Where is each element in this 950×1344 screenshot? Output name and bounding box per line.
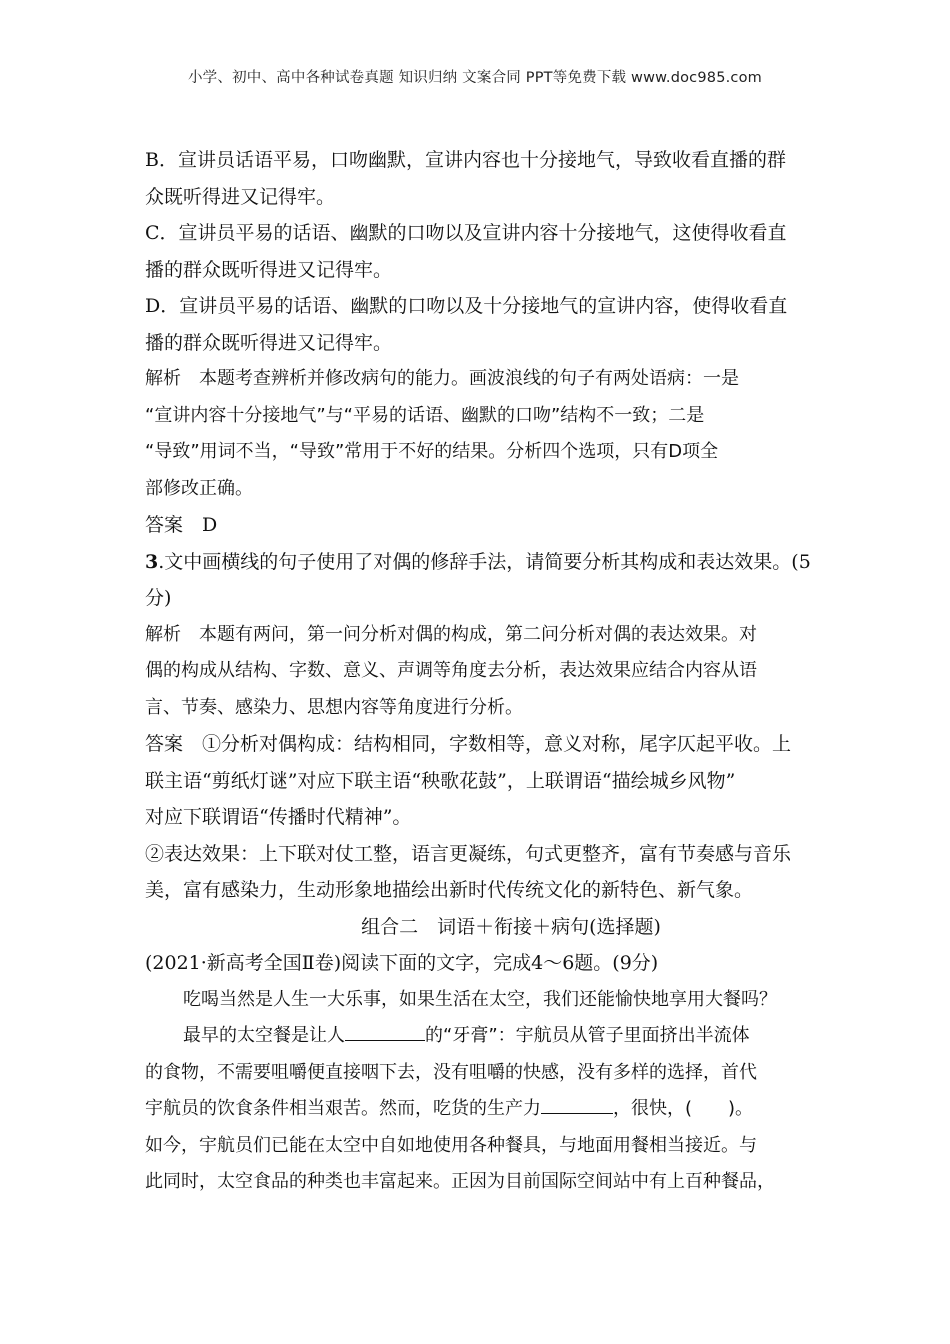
option-b-line-2: 众既听得进又记得牢。	[145, 185, 336, 208]
passage-line-6: 此同时，太空食品的种类也丰富起来。正因为目前国际空间站中有上百种餐品，	[145, 1171, 775, 1192]
q3-question-line-2: 分)	[145, 587, 172, 609]
passage-line-2-start: 最早的太空餐是让人	[183, 1025, 345, 1046]
q3-question-text: .文中画横线的句子使用了对偶的修辞手法，请简要分析其构成和表达效果。(5	[158, 550, 811, 573]
document-body	[145, 142, 817, 1201]
option-b-line-1: B．宣讲员话语平易，口吻幽默，宣讲内容也十分接地气，导致收看直播的群	[145, 149, 786, 171]
q3-number: 3	[145, 550, 159, 573]
passage-line-2	[145, 1018, 817, 1055]
passage-line-4-end: ，很快，( )。	[613, 1098, 754, 1119]
page-header-watermark: 小学、初中、高中各种试卷真题 知识归纳 文案合同 PPT等免费下载 www.doc985.com	[187, 70, 763, 86]
q3-analysis-line-3: 言、节奏、感染力、思想内容等角度进行分析。	[145, 696, 523, 718]
q2-analysis-line-3: “导致”用词不当，“导致”常用于不好的结果。分析四个选项，只有D项全	[145, 441, 719, 462]
q3-answer-line-2: 联主语“剪纸灯谜”对应下联主语“秧歌花鼓”，上联谓语“描绘城乡风物”	[145, 769, 736, 792]
q2-analysis-line-1: 解析 本题考查辨析并修改病句的能力。画波浪线的句子有两处语病：一是	[145, 368, 739, 389]
passage-line-5: 如今，宇航员们已能在太空中自如地使用各种餐具，与地面用餐相当接近。与	[145, 1134, 757, 1156]
option-c-line-2: 播的群众既听得进又记得牢。	[145, 258, 393, 281]
q3-answer-line-1: 答案 ①分析对偶构成：结构相同，字数相等，意义对称，尾字仄起平收。上	[145, 733, 792, 755]
q3-question-line-1	[145, 544, 817, 581]
q2-answer: 答案 D	[145, 514, 218, 536]
q3-analysis-line-1: 解析 本题有两问，第一问分析对偶的构成，第二问分析对偶的表达效果。对	[145, 623, 757, 645]
fill-blank-1	[345, 1020, 425, 1041]
q3-analysis-line-2: 偶的构成从结构、字数、意义、声调等角度去分析，表达效果应结合内容从语	[145, 660, 757, 681]
group2-title: 组合二 词语＋衔接＋病句(选择题)	[361, 915, 661, 938]
group2-source: (2021·新高考全国Ⅱ卷)阅读下面的文字，完成4～6题。(9分)	[145, 952, 659, 974]
option-d-line-2: 播的群众既听得进又记得牢。	[145, 331, 393, 354]
passage-line-4	[145, 1091, 817, 1128]
q3-answer-line-4: ②表达效果：上下联对仗工整，语言更凝练，句式更整齐，富有节奏感与音乐	[145, 842, 792, 865]
option-d-line-1: D．宣讲员平易的话语、幽默的口吻以及十分接地气的宣讲内容，使得收看直	[145, 295, 788, 317]
q2-analysis-line-4: 部修改正确。	[145, 477, 253, 499]
q3-answer-line-3: 对应下联谓语“传播时代精神”。	[145, 806, 412, 828]
fill-blank-2	[541, 1093, 613, 1114]
passage-line-1: 吃喝当然是人生一大乐事，如果生活在太空，我们还能愉快地享用大餐吗？	[183, 988, 777, 1010]
option-c-line-1: C．宣讲员平易的话语、幽默的口吻以及宣讲内容十分接地气，这使得收看直	[145, 222, 787, 244]
passage-line-3: 的食物，不需要咀嚼便直接咽下去，没有咀嚼的快感，没有多样的选择，首代	[145, 1061, 757, 1083]
passage-line-2-end: 的“牙膏”：宇航员从管子里面挤出半流体	[425, 1025, 750, 1046]
passage-line-4-start: 宇航员的饮食条件相当艰苦。然而，吃货的生产力	[145, 1098, 541, 1119]
q2-analysis-line-2: “宣讲内容十分接地气”与“平易的话语、幽默的口吻”结构不一致；二是	[145, 404, 705, 426]
q3-answer-line-5: 美，富有感染力，生动形象地描绘出新时代传统文化的新特色、新气象。	[145, 879, 754, 901]
